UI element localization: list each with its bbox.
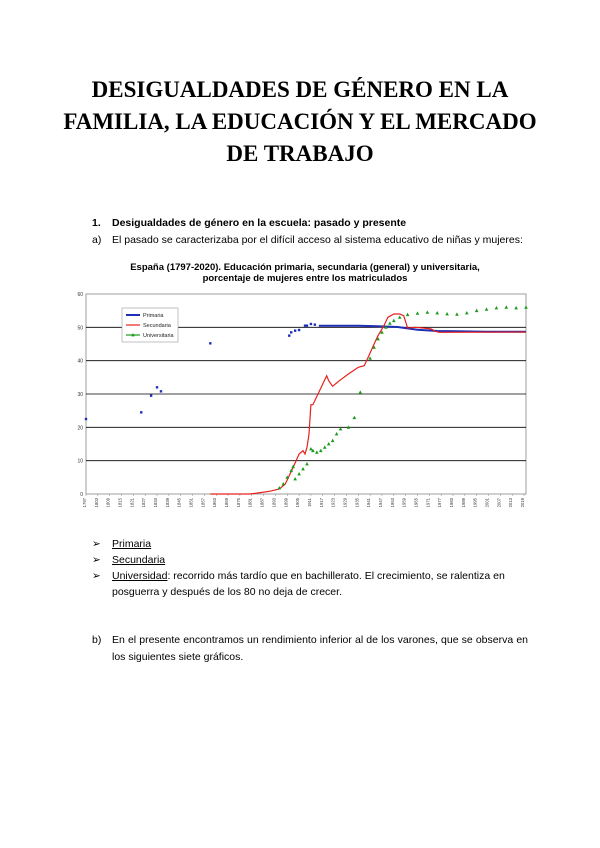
x-tick-label: 2007 xyxy=(496,498,502,508)
data-point-primaria xyxy=(140,411,142,413)
education-chart xyxy=(72,288,532,528)
paragraph-b xyxy=(92,632,528,666)
x-tick-label: 1899 xyxy=(283,498,289,508)
y-tick-label: 40 xyxy=(77,358,83,365)
x-tick-label: 1815 xyxy=(117,498,123,508)
chart-title-line-2: porcentaje de mujeres entre los matriculados xyxy=(202,273,408,284)
x-tick-label: 1971 xyxy=(425,498,431,508)
x-tick-label: 1959 xyxy=(401,498,407,508)
x-tick-label: 1911 xyxy=(306,498,312,508)
data-point-primaria xyxy=(294,329,296,331)
x-tick-label: 1983 xyxy=(448,498,454,508)
y-tick-label: 50 xyxy=(77,325,83,332)
x-tick-label: 1797 xyxy=(82,498,87,508)
x-tick-label: 1821 xyxy=(129,498,135,508)
data-point-primaria xyxy=(288,334,290,336)
bullet-term: Universidad xyxy=(112,570,168,582)
x-tick-label: 1833 xyxy=(153,498,159,508)
section-heading-text: Desigualdades de género en la escuela: pasado y presente xyxy=(112,217,407,229)
x-tick-label: 1881 xyxy=(247,498,253,508)
x-tick-label: 1995 xyxy=(472,498,478,508)
bullet-primaria xyxy=(92,536,528,552)
x-tick-label: 1827 xyxy=(141,498,147,508)
x-tick-label: 1965 xyxy=(413,498,419,508)
data-point-primaria xyxy=(160,390,162,392)
x-tick-label: 2013 xyxy=(508,498,514,508)
arrow-icon: ➢ xyxy=(92,538,101,550)
x-tick-label: 1863 xyxy=(212,498,218,508)
bullet-description: : recorrido más tardío que en bachillerato. El crecimiento, se ralentiza en posguerra y después de los 80 no deja de crecer. xyxy=(112,570,505,598)
x-tick-label: 1917 xyxy=(318,498,324,508)
x-tick-label: 1929 xyxy=(342,498,348,508)
y-tick-label: 30 xyxy=(77,392,83,398)
data-point-primaria xyxy=(314,323,316,325)
x-tick-label: 1851 xyxy=(188,498,194,508)
arrow-icon: ➢ xyxy=(92,570,101,582)
x-tick-label: 1989 xyxy=(460,498,466,508)
y-tick-label: 20 xyxy=(77,425,83,432)
data-point-primaria xyxy=(298,329,300,331)
legend-label: Primaria xyxy=(143,313,164,319)
x-tick-label: 1845 xyxy=(176,498,182,508)
data-point-primaria xyxy=(156,386,158,388)
x-tick-label: 1923 xyxy=(330,498,336,508)
bullet-universidad xyxy=(92,568,528,600)
x-tick-label: 1935 xyxy=(354,498,360,508)
data-point-primaria xyxy=(290,331,292,333)
title-line-3: DE TRABAJO xyxy=(226,141,374,166)
x-tick-label: 1977 xyxy=(437,498,443,508)
chart-title xyxy=(80,262,530,284)
bullet-term: Secundaria xyxy=(112,554,166,566)
x-tick-label: 1953 xyxy=(389,498,395,508)
paragraph-b-marker: b) xyxy=(92,634,102,646)
legend-label: Secundaria xyxy=(143,323,171,329)
document-title xyxy=(60,74,540,170)
data-point-primaria xyxy=(150,394,152,396)
x-tick-label: 2001 xyxy=(484,498,490,508)
x-tick-label: 1809 xyxy=(105,498,111,508)
chart-title-line-1: España (1797-2020). Educación primaria, secundaria (general) y universitaria, xyxy=(130,262,480,273)
title-line-2: FAMILIA, LA EDUCACIÓN Y EL MERCADO xyxy=(63,109,537,134)
bullet-secundaria xyxy=(92,552,528,568)
y-tick-label: 0 xyxy=(80,492,83,498)
x-tick-label: 2019 xyxy=(520,498,526,508)
plot-area xyxy=(77,292,527,507)
data-point-primaria xyxy=(209,342,211,344)
x-tick-label: 1857 xyxy=(200,498,206,508)
paragraph-a-marker: a) xyxy=(92,234,102,246)
legend-label: Universitaria xyxy=(143,333,174,339)
paragraph-a-text: El pasado se caracterizaba por el difícil acceso al sistema educativo de niñas y mujeres: xyxy=(112,234,523,246)
y-tick-label: 10 xyxy=(77,458,83,465)
x-tick-label: 1869 xyxy=(224,498,230,508)
title-line-1: DESIGUALDADES DE GÉNERO EN LA xyxy=(91,77,509,102)
x-tick-label: 1905 xyxy=(295,498,301,508)
data-point-primaria xyxy=(306,324,308,326)
x-tick-label: 1893 xyxy=(271,498,277,508)
data-point-primaria xyxy=(85,418,87,420)
data-point-primaria xyxy=(310,323,312,325)
paragraph-b-text: En el presente encontramos un rendimiento inferior al de los varones, que se observa en los siguientes siete gráficos. xyxy=(112,634,528,663)
x-tick-label: 1875 xyxy=(235,498,241,508)
section-number: 1. xyxy=(92,217,101,229)
bullet-term: Primaria xyxy=(112,538,152,550)
y-tick-label: 60 xyxy=(77,292,83,298)
x-tick-label: 1803 xyxy=(93,498,99,508)
x-tick-label: 1839 xyxy=(164,498,170,508)
bullet-list xyxy=(92,536,528,600)
x-tick-label: 1947 xyxy=(377,498,383,508)
x-tick-label: 1941 xyxy=(366,498,372,508)
x-tick-label: 1887 xyxy=(259,498,265,508)
arrow-icon: ➢ xyxy=(92,554,101,566)
